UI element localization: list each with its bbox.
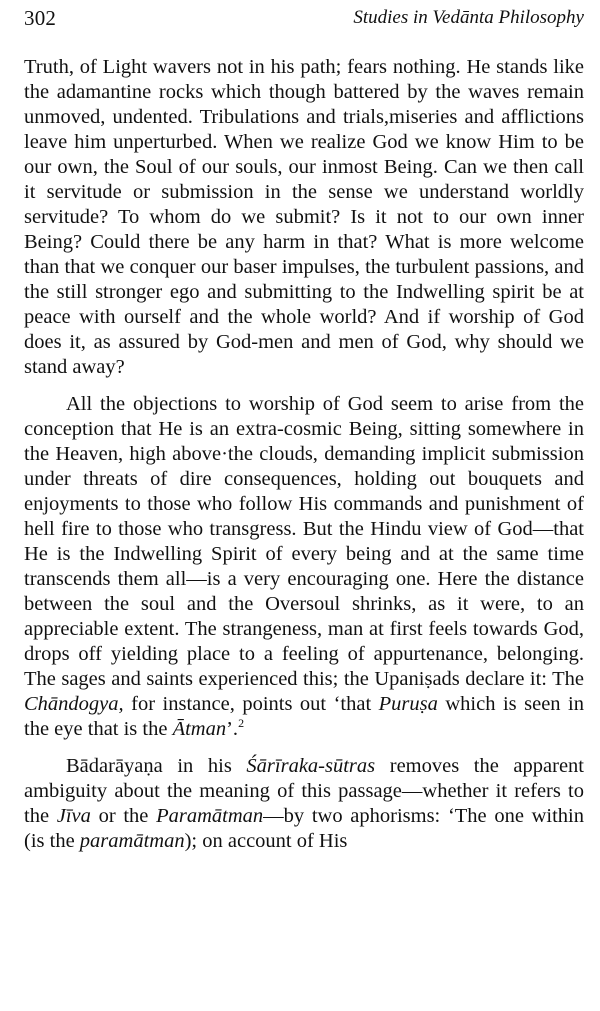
text-run: ’. bbox=[226, 718, 239, 740]
italic-term: Chāndogya, bbox=[24, 693, 124, 715]
text-run: All the objections to worship of God seem to arise from the conception that He is an extra-cosmic Being, sitting somewhere in the Heaven, high above·the clouds, demanding implicit submission under threats of dire consequences, holding out bouquets and enjoyments to those who follow His commands and punishment of hell fire to those who transgress. But the Hindu view of God—that He is the Indwelling Spirit of every being and at the same time transcends them all—is a very encouraging one. Here the distance between the soul and the Oversoul shrinks, as it were, to an appreciable extent. The strangeness, man at first feels towards God, drops off yielding place to a feeling of appurtenance, belonging. The sages and saints experienced this; the Upaniṣads declare it: The bbox=[24, 393, 584, 690]
text-run: which is seen in the eye that is the bbox=[24, 693, 584, 740]
italic-term: paramātman bbox=[79, 830, 185, 852]
italic-term: Ātman bbox=[172, 718, 227, 740]
running-head bbox=[24, 0, 584, 40]
text-run: removes the apparent ambiguity about the meaning of this passage—whether it refers to the bbox=[24, 755, 584, 827]
paragraph bbox=[24, 754, 584, 854]
footnote-marker: 2 bbox=[238, 716, 245, 731]
italic-term: Śārīraka-sūtras bbox=[246, 755, 376, 777]
text-run: for instance, points out ‘that bbox=[123, 693, 379, 715]
text-run: or the bbox=[90, 805, 157, 827]
text-run: —by two aphorisms: ‘The one within (is the bbox=[24, 805, 585, 852]
body-text bbox=[24, 55, 584, 854]
paragraph bbox=[24, 392, 584, 742]
text-run: Truth, of Light wavers not in his path; fears nothing. He stands like the adamantine rocks which though battered by the waves remain unmoved, undented. Tribulations and trials,miseries and afflictions leave him unperturbed. When we realize God we know Him to be our own, the Soul of our souls, our inmost Being. Can we then call it servitude or submission in the sense we understand worldly servitude? To whom do we submit? Is it not to our own inner Being? Could there be any harm in that? What is more welcome than that we conquer our baser impulses, the turbulent passions, and the still stronger ego and submitting to the Indwelling spirit be at peace with ourself and the whole world? And if worship of God does it, as assured by God-men and men of God, why should we stand away? bbox=[24, 56, 584, 378]
italic-term: Paramātman bbox=[156, 805, 264, 827]
italic-term: Jīva bbox=[56, 805, 91, 827]
text-run: Bādarāyaṇa in his bbox=[66, 755, 247, 777]
text-run: ); on account of His bbox=[184, 830, 348, 852]
running-title: Studies in Vedānta Philosophy bbox=[353, 7, 584, 28]
paragraph bbox=[24, 55, 584, 380]
page-number: 302 bbox=[24, 6, 57, 30]
italic-term: Puruṣa bbox=[378, 693, 438, 715]
